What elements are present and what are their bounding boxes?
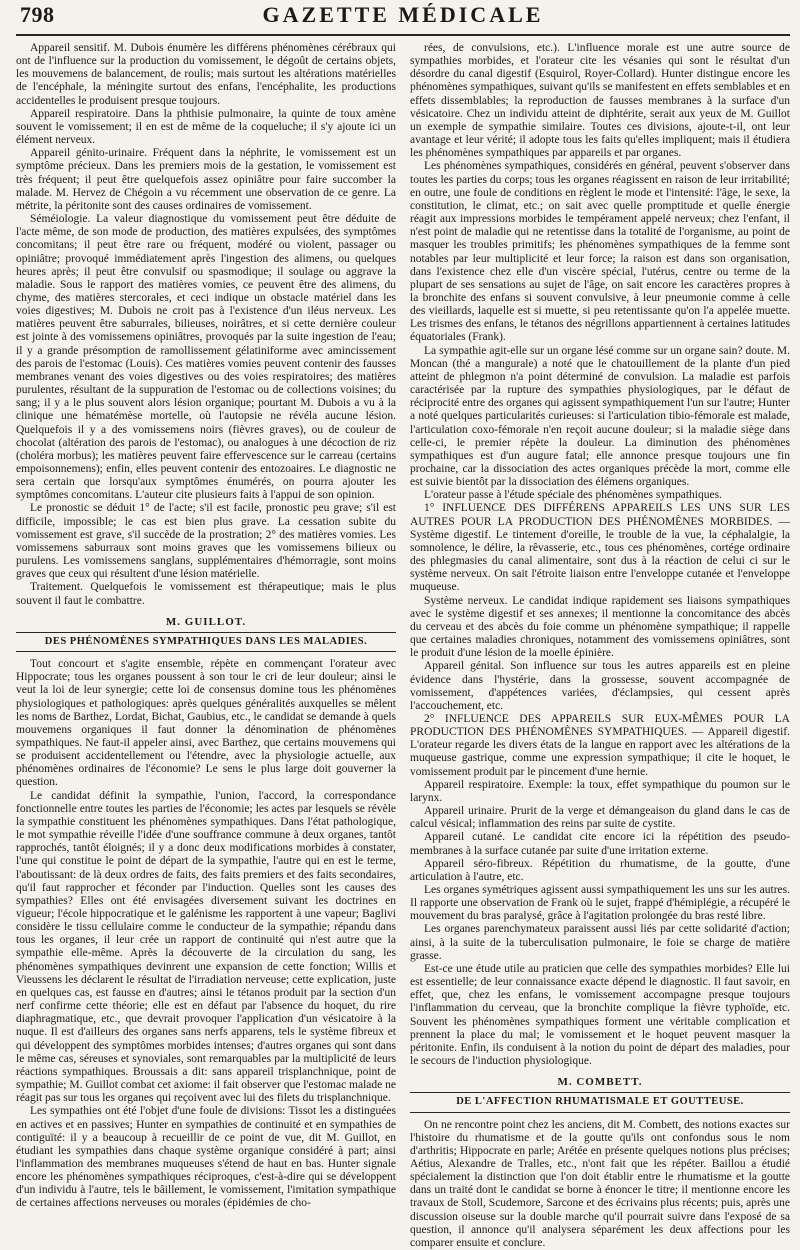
- author-byline-guillot: M. GUILLOT.: [16, 616, 396, 629]
- text-columns: [16, 42, 790, 1136]
- article-paragraph: rées, de convulsions, etc.). L'influence morale est une autre source de sympathies morbides, et l'orateur cite les vésanies qui sont le résultat d'un désordre du canal digestif (Esquirol, Royer-Collard). Hunter distingue encore les phénomènes sympathiques, suivant qu'ils se manifestent en effets semblables et en effets dissemblables; la reproduction de fausses membranes à la surface d'un vésicatoire. Chez un individu atteint de diphtérite, serait aux yeux de M. Guillot un exemple de sympathie similaire. Toutes ces divisions, ajoute-t-il, ont leur avantage et leur vérité; il adopte tous les faits qu'elles impliquent; mais il étudiera les phénomènes sympathiques par appareils et par organes.: [410, 42, 790, 160]
- article-paragraph: Appareil respiratoire. Exemple: la toux, effet sympathique du poumon sur le larynx.: [410, 779, 790, 805]
- article-paragraph: On ne rencontre point chez les anciens, dit M. Combett, des notions exactes sur l'histoire du rhumatisme et de la goutte qu'ils ont confondus sous le nom d'arthritis; Hippocrate en parle; Arétée en présente quelques notions plus précises; Aétius, Alexandre de Tralles, etc., n'ont fait que les répéter. Baillou a étudié spécialement la distinction que l'on doit établir entre le rhumatisme et la goutte dans un traité dont le candidat se borne à énoncer le titre; il mentionne encore les travaux de Stoll, Scudemore, Sarcone et des écrivains plus récents; puis, après une discussion oiseuse sur la double marche qu'il pourrait suivre dans l'exposé de sa question, il annonce qu'il analysera séparément les deux affections pour les comparer ensuite et conclure.: [410, 1119, 790, 1250]
- article-paragraph: 1° INFLUENCE DES DIFFÉRENS APPAREILS LES UNS SUR LES AUTRES POUR LA PRODUCTION DES PHÉNOMÈNES MORBIDES. — Système digestif. Le tintement d'oreille, le trouble de la vue, la céphalalgie, la somnolence, le délire, la rêvasserie, etc., tous ces phénomènes, cortége ordinaire des phlegmasies du canal alimentaire, sont dus à la réaction de celui ci sur le système nerveux. On sait l'étroite liaison entre l'enveloppe cutanée et l'enveloppe muqueuse.: [410, 502, 790, 594]
- article-paragraph: Les organes parenchymateux paraissent aussi liés par cette solidarité d'action; ainsi, à la suite de la tuberculisation pulmonaire, le foie se charge de matière grasse.: [410, 923, 790, 962]
- article-paragraph: Le pronostic se déduit 1° de l'acte; s'il est facile, pronostic peu grave; s'il est difficile, impossible; le cas est bien plus grave. La cessation subite du vomissement est grave, s'il succède de la prostration; 2° des matières vomies. Les vomissemens saburraux sont moins graves que les vomissemens bilieux ou purulens. Les vomissemens sanglans, supplémentaires d'hémorragie, sont moins graves que ceux qui résultent d'une lésion matérielle.: [16, 502, 396, 581]
- article-paragraph: Est-ce une étude utile au praticien que celle des sympathies morbides? Elle lui est essentielle; de leur connaissance exacte dépend le diagnostic. Il faut savoir, en effet, que, chez les enfans, le vomissement accompagne presque toujours l'inflammation du cerveau, que la bronchite complique la fièvre typhoïde, etc. Souvent les phénomènes sympathiques forment une véritable complication et prennent la place du mal; le vomissement et le hoquet peuvent masquer la péritonite. Enfin, ils conduisent à la notion du point de départ des maladies, pour le secours de l'induction physiologique.: [410, 963, 790, 1068]
- journal-title: GAZETTE MÉDICALE: [16, 2, 790, 28]
- article-paragraph: Les sympathies ont été l'objet d'une foule de divisions: Tissot les a distinguées en actives et en passives; Hunter en sympathies de continuité et en sympathies de contiguïté: il y a beaucoup à recueillir de ce point de vue, dit M. Guillot, en étudiant les sympathies dans chaque système organique considéré à part; ainsi l'inflammation des membranes muqueuses s'étend de haut en bas. Hunter signale encore les phénomènes sympathiques réciproques, c'est-à-dire qui se développent d'un individu à l'autre, tels le bâillement, le vomissement, l'imitation sympathique de certaines affections nerveuses ou morales (épidémies de cho-: [16, 1105, 396, 1210]
- left-paragraphs-1: [16, 42, 396, 608]
- left-paragraphs-2: [16, 658, 396, 1211]
- article-paragraph: Appareil génital. Son influence sur tous les autres appareils est en pleine évidence dans l'hystérie, dans la grossesse, souvent accompagnée de vomissement, d'appétences variées, d'éclampsies, qui cessent après l'accouchement, etc.: [410, 660, 790, 713]
- article-paragraph: Système nerveux. Le candidat indique rapidement ses liaisons sympathiques avec le système digestif et ses annexes; il mentionne la concomitance des abcès du cerveau et des abcès du foie comme un phénomène sympathique; il rappelle que certaines maladies chroniques, notamment des vomissemens opiniâtres, sont le produit d'une lésion de la moelle épinière.: [410, 595, 790, 661]
- article-paragraph: Les organes symétriques agissent aussi sympathiquement les uns sur les autres. Il rapporte une observation de Frank où le sujet, frappé d'hémiplégie, a récupéré le mouvement du bras paralysé, grâce à l'agitation prolongée du bras resté libre.: [410, 884, 790, 923]
- left-column: [16, 42, 396, 1136]
- article-paragraph: 2° INFLUENCE DES APPAREILS SUR EUX-MÊMES POUR LA PRODUCTION DES PHÉNOMÈNES SYMPATHIQUES. — Appareil digestif. L'orateur regarde les divers états de la langue en rapport avec les altérations de la muqueuse gastrique, comme une expression sympathique; il cite le hoquet, le vomissement produit par le pincement d'une hernie.: [410, 713, 790, 779]
- article-paragraph: Appareil urinaire. Prurit de la verge et démangeaison du gland dans le cas de calcul vésical; inflammation des reins par suite de cystite.: [410, 805, 790, 831]
- right-paragraphs-1: [410, 42, 790, 1068]
- right-paragraphs-2: [410, 1119, 790, 1250]
- article-paragraph: Appareil cutané. Le candidat cite encore ici la répétition des pseudo-membranes à la surface cutanée par suite d'une irritation externe.: [410, 831, 790, 857]
- author-byline-combett: M. COMBETT.: [410, 1076, 790, 1089]
- article-paragraph: Traitement. Quelquefois le vomissement est thérapeutique; mais le plus souvent il faut le combattre.: [16, 581, 396, 607]
- article-paragraph: Appareil génito-urinaire. Fréquent dans la néphrite, le vomissement est un symptôme précieux. Dans les premiers mois de la gestation, le vomissement est très fréquent; il peut être quelquefois assez opiniâtre pour faire succomber la malade. M. Hervez de Chégoin a vu récemment une observation de ce genre. La métrite, la péritonite sont des causes ordinaires de vomissement.: [16, 147, 396, 213]
- page-header: [16, 0, 790, 36]
- article-paragraph: Les phénomènes sympathiques, considérés en général, peuvent s'observer dans toutes les parties du corps; tous les organes réagissent en raison de leur irritabilité; en outre, une foule de conditions en règlent le mode et l'intensité: l'âge, le sexe, la constitution, le climat, etc.; on sait avec quelle promptitude et quelle énergie réagit aux impressions morbides le tempérament appelé nerveux; chez l'enfant, il n'est point de maladie qui ne retentisse dans la totalité de l'organisme, au point de masquer les troubles primitifs; les phénomènes sympathiques de la femme sont notables par leur multiplicité et leur force; la raison est dans son organisation, dans l'existence chez elle d'un viscère spécial, l'utérus, centre ou terme de la plupart de ses sensations au sujet de l'âge, on sait encore les caractères propres à la bronchite des enfans si souvent convulsive, à leur pneumonie comme à celle des vieillards, laquelle est si muette, si peu retentissante qu'on l'a appelée muette. Les trismes des enfans, le tétanos des négrillons appartiennent à certaines latitudes équatoriales (Frank).: [410, 160, 790, 344]
- section-title-rheumatism-gout: DE L'AFFECTION RHUMATISMALE ET GOUTTEUSE.: [410, 1092, 790, 1112]
- article-paragraph: Appareil respiratoire. Dans la phthisie pulmonaire, la quinte de toux amène souvent le vomissement; il en est de même de la coqueluche; il s'y ajoute ici un élément nerveux.: [16, 108, 396, 147]
- article-paragraph: Appareil séro-fibreux. Répétition du rhumatisme, de la goutte, d'une articulation à l'autre, etc.: [410, 858, 790, 884]
- article-paragraph: Tout concourt et s'agite ensemble, répète en commençant l'orateur avec Hippocrate; tous les organes poussent à son tour le cri de leur douleur; ainsi le veut la loi de leur synergie; cette loi de consensus domine tous les phénomènes physiologiques et pathologiques: après quelques généralités auxquelles se mêlent les noms de Barthez, Lordat, Bichat, Gaubius, etc., le candidat se demande à quels mouvemens organiques il faut donner la dénomination de phénomènes sympathiques. Ne faut-il appeler ainsi, avec Barthez, que certains mouvemens qui se produisent accidentellement ou l'étendre, avec la physiologie actuelle, aux phénomènes ordinaires de l'économie? Le sens le plus large doit gouverner la question.: [16, 658, 396, 790]
- page-number: 798: [20, 2, 55, 28]
- article-paragraph: La sympathie agit-elle sur un organe lésé comme sur un organe sain? doute. M. Moncan (thé a mangurale) a noté que le chatouillement de la plante d'un pied atteint de phlegmon n'a point déterminé de convulsion. La maladie est parfois caractérisée par la rupture des sympathies physiologiques, par le défaut de réciprocité entre des organes qui agissent sympathiquement l'un sur l'autre; Hunter a noté quelques particularités curieuses: si l'articulation tibio-fémorale est malade, l'articulation coxo-fémorale n'en reçoit aucune douleur; si la maladie siège dans celle-ci, le premier répète la douleur. La diminution des phénomènes sympathiques est d'un augure fatal; elle annonce presque toujours une fin prochaine, car la dissociation des actes organiques précède la mort, comme elle est suivie bientôt par la dissociation des élémens organiques.: [410, 345, 790, 490]
- article-paragraph: Le candidat définit la sympathie, l'union, l'accord, la correspondance fonctionnelle entre toutes les parties de l'économie; les actes par lesquels se révèle la sympathie constituent les phénomènes sympathiques. Dans l'état pathologique, le mot sympathie réveille l'idée d'une souffrance commune à deux organes, tantôt rapprochés, tantôt éloignés; il y a donc deux modifications morbides à constater, l'une qui constitue le point de départ de la sympathie, l'autre qui en est le terme, l'aboutissant: de là deux ordres de faits, des faits premiers et des faits secondaires, qu'il faut rapprocher et féconder par l'induction. Quelles sont les causes des sympathies? Elles ont été envisagées diversement suivant les doctrines en vigueur; l'école hippocratique et le galénisme les rapportent à une vapeur; Baglivi considère le tissu cellulaire comme le conducteur de la sympathie; répandu dans tous les organes, il leur crée un rapport de continuité qui n'est autre que la sympathie elle-même. Après la découverte de la circulation du sang, les phénomènes sympathiques devinrent une expansion de cette fonction; Willis et Vieussens les déclarent le résultat de l'irradiation nerveuse; cette explication, juste en quelques cas, est fausse en d'autres; ainsi le tétanos produit par la section d'un nerf confirme cette théorie; elle est en défaut par l'absence du hoquet, du rire diaphragmatique, etc., que devrait provoquer l'application d'un vésicatoire à la nuque. Il est d'ailleurs des organes sans nerfs apparens, tels le système fibreux et qui développent des symptômes morbides intenses; d'autres organes qui sont dans le même cas, séreuses et synoviales, sont remarquables par la multiplicité de leurs réactions sympathiques. Broussais a dit: sans appareil trisplanchnique, point de sympathie; M. Guillot combat cet axiome: il fait observer que l'estomac malade ne réagit pas sur tous les organes qui reçoivent avec lui des filets du trisplanchnique.: [16, 790, 396, 1106]
- article-paragraph: Séméiologie. La valeur diagnostique du vomissement peut être déduite de l'acte même, de son mode de production, des matières expulsées, des symptômes concomitans; il peut être rare ou fréquent, modéré ou violent, passager ou opiniâtre; provoqué immédiatement après l'ingestion des alimens, ou quelques heures après; il peut être convulsif ou spasmodique; il soulage ou aggrave la maladie. Sous le rapport des matières vomies, ce peuvent être des alimens, du chyme, des matières stercorales, et ceci indique un obstacle matériel dans les voies digestives; M. Dubois ne croit pas à l'existence d'un iléus nerveux. Les matières peuvent être saburrales, bilieuses, noirâtres, et si cette dernière couleur est jointe à des vomissemens opiniâtres, provoqués par la suite ingestion de l'eau; il y a grande présomption de ramollissement gélatiniforme avec amincissement des parois de l'estomac (Louis). Ces matières vomies peuvent contenir des fausses membranes venant des voies digestives ou des voies respiratoires; des matières purulentes, résultant de la suppuration de l'estomac ou de collections voisines; du sang; il y a le plus souvent alors lésion organique; pourtant M. Dubois a vu à la clinique une hématémèse mortelle, où l'autopsie ne révéla aucune lésion. Quelquefois il y a des vomissemens noirs (fièvres graves), ou de couleur de chocolat (altération des parois de l'estomac), ou analogues à une décoction de riz (choléra morbus); les matières peuvent faire effervescence sur le carreau (certains empoisonnemens); enfin, elles peuvent contenir des entozoaires. Le diagnostic ne sera certain que lorsqu'aux symptômes énumérés, on pourra ajouter les symptômes concomitans. L'auteur cite plusieurs faits à l'appui de son opinion.: [16, 213, 396, 502]
- right-column: [410, 42, 790, 1136]
- article-paragraph: L'orateur passe à l'étude spéciale des phénomènes sympathiques.: [410, 489, 790, 502]
- article-paragraph: Appareil sensitif. M. Dubois énumère les différens phénomènes cérébraux qui ont de l'influence sur la production du vomissement, le dégoût de certains objets, les mouvemens de balancement, de roulis; mais surtout les altérations matérielles de l'encéphale, la méningite surtout des enfans, l'encéphalite, les productions accidentelles le produisent presque toujours.: [16, 42, 396, 108]
- section-title-sympathetic-phenomena: DES PHÉNOMÈNES SYMPATHIQUES DANS LES MALADIES.: [16, 632, 396, 652]
